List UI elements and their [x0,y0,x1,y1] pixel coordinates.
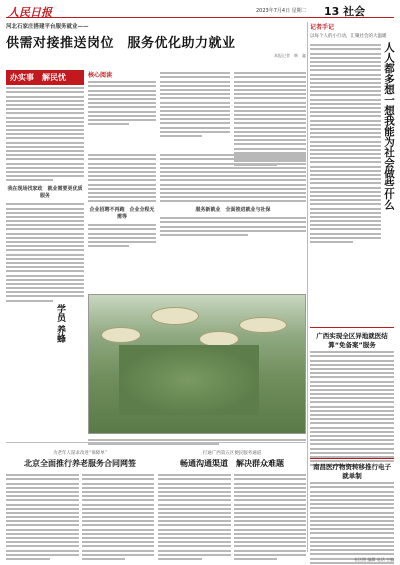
mid-subhead: 企业招聘不再跑 企业全程无需等 [89,207,155,221]
newspaper-logo: 人民日报 [8,6,52,19]
bottom-mid-story [158,450,306,562]
left-text-column [6,70,84,304]
column-divider [307,22,308,552]
hat-shape [239,317,287,333]
news-photo [88,294,306,434]
masthead [6,4,394,18]
right-subhead: 服务新就业 全面推进就业与社保 [195,207,271,214]
bottom-left-headline: 北京全面推行养老服务合同网签 [24,459,136,468]
right-lower-column [160,152,306,238]
mid-right-text [160,70,230,139]
section-divider [6,442,306,443]
side-column-label: 记者手记 [310,24,335,31]
bottom-mid-kicker: 打通广西第五区便民服务通道 [202,451,262,456]
page-footer: 社区照 编辑 电话 主编 [354,557,394,562]
side-column-quote: 以每个人的小行动，汇聚社会的大温暖 [310,34,387,39]
photo-foliage [119,345,259,415]
main-content [6,22,306,552]
side-box2-headline: 南昌医疗物资转移推行电子就单制 [313,463,391,480]
left-subhead: 我在现场找家政 就业需要更优质服务 [7,186,83,200]
side-box-2 [310,458,394,565]
issue-date: 2023年7月4日 星期二 [256,8,307,14]
side-column-title: 人人都多想一想我能为社会做些什么 [383,42,395,210]
mid-lower-column [88,152,156,249]
side-column [310,22,394,552]
mid-label: 核心阅读 [88,72,113,79]
lead-headline: 供需对接推送岗位 服务优化助力就业 [6,36,236,51]
mid-text-column [88,70,156,127]
hat-shape [101,327,141,343]
hat-shape [151,307,199,325]
section-bar: 办实事 解民忧 [6,70,84,85]
bottom-left-story [6,450,154,562]
bottom-mid-headline: 畅通沟通渠道 解决群众难题 [180,459,284,468]
side-box [310,327,394,468]
vertical-label: 学员 养蜂 [55,304,65,344]
page-number: 13 社会 [324,5,366,18]
lead-kicker: 河北石家庄搭建平台服务就业—— [6,24,89,30]
bottom-left-kicker: 为老年人谋求改进“保障单” [52,451,108,456]
side-box-headline: 广西实现全区异地就医结算“免备案”服务 [316,332,388,349]
lead-byline: 本报记者 韩 鑫 [274,53,306,58]
